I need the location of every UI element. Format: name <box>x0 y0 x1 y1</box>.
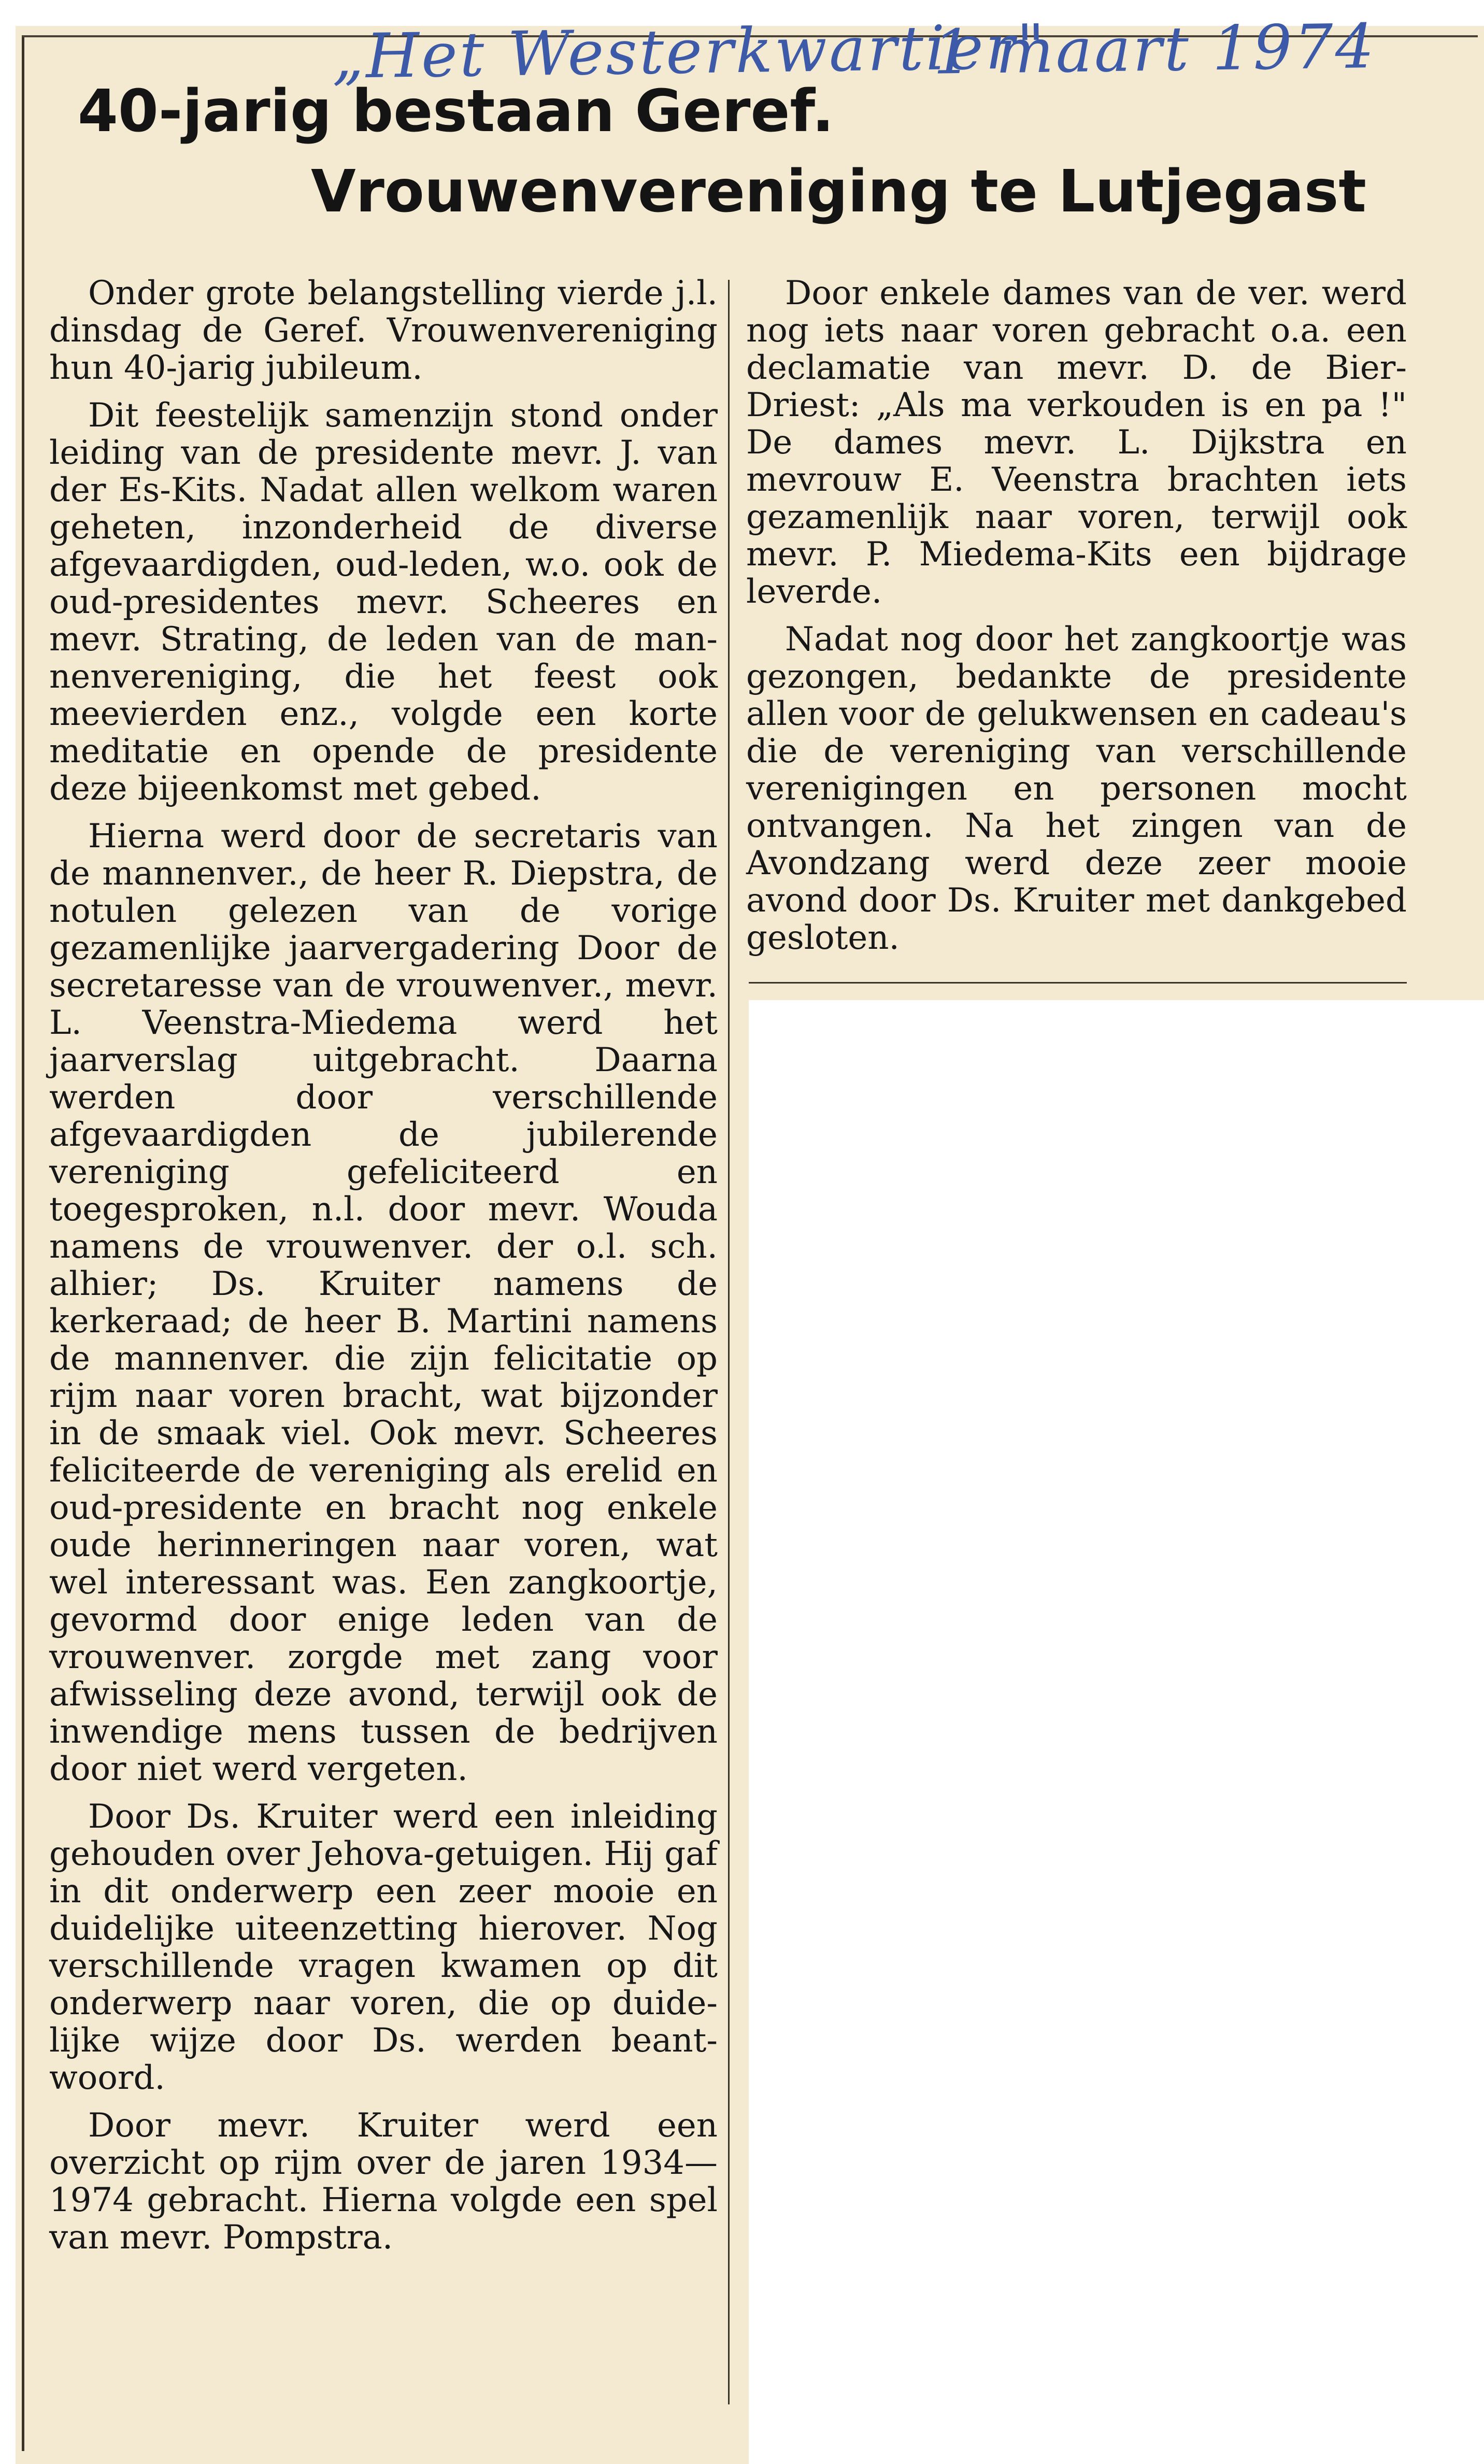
handwritten-publication: „Het Westerkwartier" <box>332 10 1048 92</box>
article-paragraph: Dit feestelijk samenzijn stond onder leiding van de presidente mevr. J. van der Es-Kits. Nadat allen welkom waren geheten, inzonderheid de diverse afgevaardigden, oud-leden, w.o. ook de oud-presidentes mevr. Scheeres en mevr. Strating, de leden van de mannenvereniging, die het feest ook meevierden enz., volgde een korte meditatie en opende de presidente deze bijeenkomst met gebed. <box>49 396 718 808</box>
headline-line-2: Vrouwenvereniging te Lutjegast <box>311 158 1366 225</box>
headline-line-1: 40-jarig bestaan Geref. <box>78 78 834 145</box>
article-column-left <box>49 275 718 2267</box>
article-paragraph: Door mevr. Kruiter werd een overzicht op rijm over de jaren 1934—1974 gebracht. Hierna volgde een spel van mevr. Pompstra. <box>49 2106 718 2257</box>
article-paragraph: Door Ds. Kruiter werd een inleiding gehouden over Jehova-getuigen. Hij gaf in dit onderwerp een zeer mooie en duidelijke uiteenzetting hierover. Nog verschillende vragen kwamen op dit onderwerp naar voren, die op duidelijke wijze door Ds. werden beantwoord. <box>49 1798 718 2097</box>
article-paragraph: Nadat nog door het zangkoortje was gezongen, bedankte de presidente allen voor de gelukwensen en cadeau's die de vereniging van verschillende verenigingen en personen mocht ontvangen. Na het zingen van de Avondzang werd deze zeer mooie avond door Ds. Kruiter met dankgebed gesloten. <box>746 620 1407 957</box>
handwritten-date: 1 maart 1974 <box>932 10 1377 88</box>
clipping-left-border <box>22 36 24 2451</box>
article-paragraph: Hierna werd door de secretaris van de mannenver., de heer R. Diepstra, de notulen gelezen van de vorige gezamenlijke jaarvergadering Door de secretaresse van de vrouwenver., mevr. L. Veenstra-Miedema werd het jaarverslag uitgebracht. Daarna werden door verschillende afgevaardigden de jubilerende vereniging gefeliciteerd en toegesproken, n.l. door mevr. Wouda namens de vrouwenver. der o.l. sch. alhier; Ds. Kruiter namens de kerkeraad; de heer B. Martini namens de mannenver. die zijn felicitatie op rijm naar voren bracht, wat bijzonder in de smaak viel. Ook mevr. Scheeres feliciteerde de vereniging als erelid en oud-presidente en bracht nog enkele oude herinneringen naar voren, wat wel interessant was. Een zangkoortje, gevormd door enige leden van de vrouwenver. zorgde met zang voor afwisseling deze avond, terwijl ook de inwendige mens tussen de bedrijven door niet werd vergeten. <box>49 817 718 1788</box>
column-divider <box>728 280 730 2404</box>
article-column-right <box>746 275 1407 967</box>
article-paragraph: Onder grote belangstelling vierde j.l. dinsdag de Geref. Vrouwenvereniging hun 40-jarig jubileum. <box>49 274 718 387</box>
article-paragraph: Door enkele dames van de ver. werd nog iets naar voren gebracht o.a. een declamatie van mevr. D. de Bier-Driest: „Als ma verkouden is en pa !" De dames mevr. L. Dijkstra en mevrouw E. Veenstra brachten iets gezamenlijk naar voren, terwijl ook mevr. P. Miedema-Kits een bijdrage leverde. <box>746 274 1407 611</box>
article-end-rule <box>749 982 1407 984</box>
